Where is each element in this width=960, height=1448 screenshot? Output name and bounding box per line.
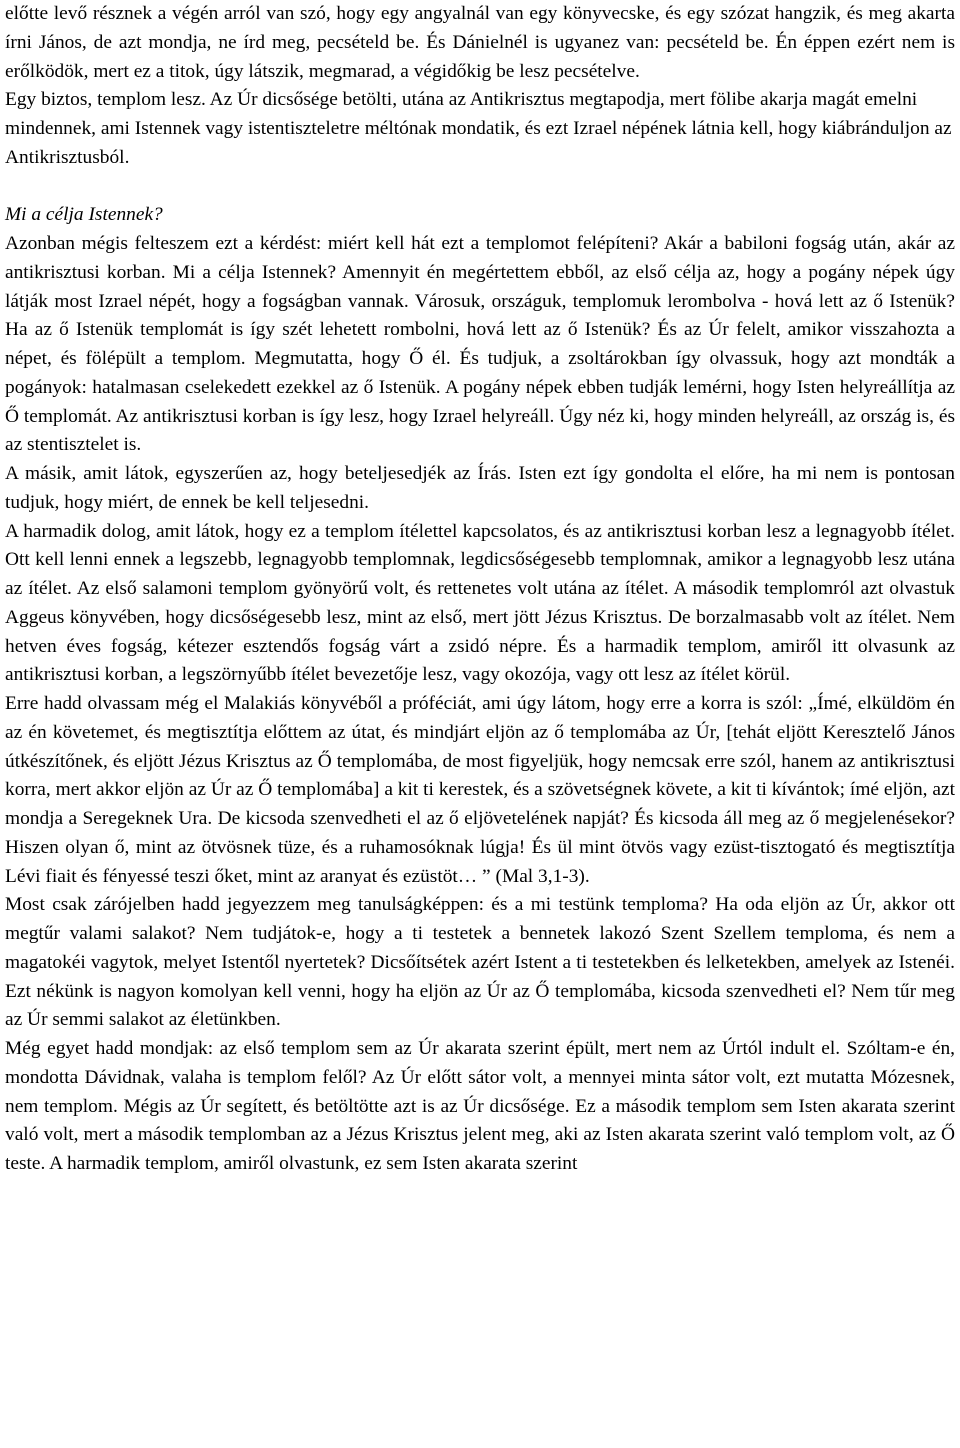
paragraph-temple: Egy biztos, templom lesz. Az Úr dicsősége betölti, utána az Antikrisztus megtapodja, mert fölibe akarja magát emelni mindennek, ami Istennek vagy istentiszteletre méltónak mondatik, és ezt Izrael népének látnia kell, hogy kiábránduljon az Antikrisztusból.: [5, 89, 952, 168]
paragraph-judgment: A harmadik dolog, amit látok, hogy ez a templom ítélettel kapcsolatos, és az antikrisztusi korban lesz a legnagyobb ítélet. Ott kell lenni ennek a legszebb, legnagyobb templomnak, legdicsőségesebb templomnak, amikor a legnagyobb lesz utána az ítélet. Az első salamoni templom gyönyörű volt, és rettenetes volt utána az ítélet. A második templomról azt olvastuk Aggeus könyvében, hogy dicsőségesebb lesz, mint az első, mert jött Jézus Krisztus. De borzalmasabb volt az ítélet. Nem hetven éves fogság, kétezer esztendős fogság várt a zsidó népre. És a harmadik templom, amiről itt olvasunk az antikrisztusi korban, a legszörnyűbb ítélet bevezetője lesz, vagy okozója, vagy ott lesz az ítélet körül.: [5, 520, 955, 686]
document-page: [5, 0, 955, 1179]
paragraph-body-temple: Most csak zárójelben hadd jegyezzem meg tanulságképpen: és a mi testünk temploma? Ha oda eljön az Úr, akkor ott megtűr valami salakot? Nem tudjátok-e, hogy a ti testetek a bennetek lakozó Szent Szellem temploma, és nem a magatokéi vagytok, melyet Istentől nyertetek? Dicsőítsétek azért Istent a ti testetekben és lelketekben, amelyek az Istenéi. Ezt nékünk is nagyon komolyan kell venni, hogy ha eljön az Úr az Ő templomába, kicsoda szenvedheti el? Nem tűr meg az Úr semmi salakot az életünkben.: [5, 894, 955, 1031]
paragraph-scripture: A másik, amit látok, egyszerűen az, hogy beteljesedjék az Írás. Isten ezt így gondolta el előre, ha mi nem is pontosan tudjuk, hogy miért, de ennek be kell teljesedni.: [5, 463, 955, 513]
paragraph-malachi: Erre hadd olvassam még el Malakiás könyvéből a próféciát, ami úgy látom, hogy erre a korra is szól: „Ímé, elküldöm én az én követemet, és megtisztítja előttem az útat, és mindjárt eljön az ő templomába az Úr, [tehát eljött Keresztelő János útkészítőnek, és eljött Jézus Krisztus az Ő templomába, de most figyeljük, hogy nemcsak erre szól, hanem az antikrisztusi korra, mert akkor eljön az Úr az Ő templomába] a kit ti kerestek, és a szövetségnek követe, a kit ti kívántok; ímé eljön, azt mondja a Seregeknek Ura. De kicsoda szenvedheti el az ő eljövetelének napját? És kicsoda áll meg az ő megjelenésekor? Hiszen olyan ő, mint az ötvösnek tüze, és a ruhamosóknak lúgja! És ül mint ötvös vagy ezüst-tisztogató és megtisztítja Lévi fiait és fényessé teszi őket, mint az aranyat és ezüstöt… ” (Mal 3,1-3).: [5, 693, 955, 887]
paragraph-intro: előtte levő résznek a végén arról van szó, hogy egy angyalnál van egy könyvecske, és egy szózat hangzik, és meg akarta írni János, de azt mondja, ne írd meg, pecsételd be. És Dánielnél is ugyanez van: pecsételd be. Én éppen ezért nem is erőlködök, mert ez a titok, úgy látszik, megmarad, a végidőkig be lesz pecsételve.: [5, 3, 955, 82]
paragraph-purpose: Azonban mégis felteszem ezt a kérdést: miért kell hát ezt a templomot felépíteni? Akár a babiloni fogság után, akár az antikrisztusi korban. Mi a célja Istennek? Amennyit én megértettem ebből, az első célja az, hogy a pogány népek úgy látják most Izrael népét, hogy a fogságban vannak. Városuk, országuk, templomuk lerombolva - hová lett az ő Istenük? Ha az ő Istenük templomát is így szét lehetett rombolni, hová lett az ő Istenük? És az Úr felelt, amikor visszahozta a népet, és fölépült a templom. Megmutatta, hogy Ő él. És tudjuk, a zsoltárokban így olvassuk, hogy azt mondták a pogányok: hatalmasan cselekedett ezekkel az ő Istenük. A pogány népek ebben tudják lemérni, hogy Isten helyreállítja az Ő templomát. Az antikrisztusi korban is így lesz, hogy Izrael helyreáll. Úgy néz ki, hogy minden helyreáll, az ország is, és az stentisztelet is.: [5, 233, 955, 456]
paragraph-gap: [5, 173, 955, 202]
paragraph-gods-will: Még egyet hadd mondjak: az első templom sem az Úr akarata szerint épült, mert nem az Úrtól indult el. Szóltam-e én, mondotta Dávidnak, valaha is templom felől? Az Úr előtt sátor volt, a mennyei minta sátor volt, ezt mutatta Mózesnek, nem templom. Mégis az Úr segített, és betöltötte azt is az Úr dicsősége. Ez a második templom sem Isten akarata szerint való volt, mert a második templomban az a Jézus Krisztus jelent meg, aki az Isten akarata szerint való templom volt, az Ő teste. A harmadik templom, amiről olvastunk, ez sem Isten akarata szerint: [5, 1038, 955, 1174]
section-heading: Mi a célja Istennek?: [5, 204, 163, 226]
